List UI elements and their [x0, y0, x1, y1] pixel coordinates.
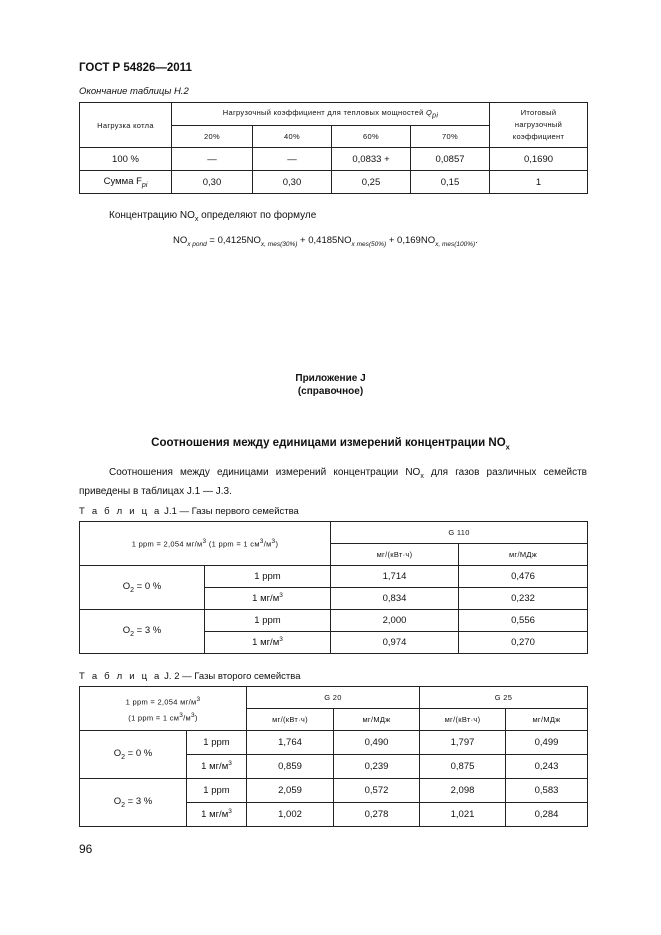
conv-line-1 [80, 693, 246, 709]
cell: 0,232 [459, 588, 588, 610]
cell: 0,30 [253, 171, 332, 194]
unit-cell: 1 ppm [205, 610, 331, 632]
unit-cell [187, 755, 247, 779]
conv1-sup: 3 [196, 696, 201, 703]
cell: 0,875 [420, 755, 506, 779]
appendix-title [0, 437, 661, 451]
nox-formula [173, 235, 478, 248]
o2-value: = 3 % [134, 625, 162, 637]
o2-text: O [113, 796, 122, 808]
table-row [80, 731, 588, 755]
table-h2 [79, 102, 588, 194]
conv-a: 1 ppm = 2,054 мг/м [131, 539, 203, 549]
conv2-sup: 3 [179, 711, 184, 719]
o2-text: O [113, 748, 122, 760]
cell: 1,797 [420, 731, 506, 755]
appendix-paragraph [79, 465, 587, 499]
cell: — [172, 148, 253, 171]
cell: — [253, 148, 332, 171]
cell: 0,239 [334, 755, 420, 779]
page-number: 96 [79, 842, 93, 856]
unit-mj: мг/МДж [334, 709, 420, 731]
table-row [80, 779, 588, 803]
unit-mj: мг/МДж [506, 709, 588, 731]
conv-sup3: 3 [271, 538, 276, 546]
o2-label [80, 566, 205, 610]
formula-intro-sub: x [194, 216, 199, 223]
o2-text: O [122, 581, 131, 593]
formula-end: . [475, 235, 478, 246]
conv2-sup2: 3 [191, 711, 195, 719]
cell: 2,098 [420, 779, 506, 803]
formula-lhs-sub: x pond [187, 240, 207, 248]
cell: 0,490 [334, 731, 420, 755]
cell: 0,583 [506, 779, 588, 803]
appendix-type: (справочное) [297, 386, 364, 397]
appendix-name: Приложение J [295, 373, 366, 384]
unit-cell: 1 ppm [187, 779, 247, 803]
formula-sub2: x mes(50%) [351, 240, 387, 248]
formula-intro-b: определяют по формуле [198, 210, 317, 221]
cell: 1,021 [420, 803, 506, 827]
gas-group-g25: G 25 [420, 687, 588, 709]
cell: 0,834 [331, 588, 459, 610]
unit-cell: 1 ppm [187, 731, 247, 755]
unit-mj: мг/МДж [459, 544, 588, 566]
conv-d: ) [275, 539, 279, 549]
conv1-a: 1 ppm = 2,054 мг/м [125, 697, 197, 707]
conv-c: /м [263, 539, 272, 549]
cell: 1,764 [247, 731, 334, 755]
header-coeff-text: Нагрузочный коэффициент для тепловых мощностей [222, 108, 424, 118]
para-sub: x [420, 473, 424, 480]
unit-sup: 3 [228, 808, 232, 816]
o2-text: O [122, 625, 131, 637]
unit-cell [187, 803, 247, 827]
cell: 0,0857 [411, 148, 490, 171]
cell: 0,278 [334, 803, 420, 827]
para-a: Соотношения между единицами измерений концентрации NO [109, 467, 421, 478]
caption-rest: J. 2 — Газы второго семейства [161, 671, 301, 682]
unit-sup: 3 [228, 760, 232, 768]
formula-sub1: x, mes(30%) [260, 240, 298, 248]
cell: 0,30 [172, 171, 253, 194]
formula-term1: = 0,4125NO [206, 235, 261, 246]
cell: 2,000 [331, 610, 459, 632]
o2-value: = 0 % [134, 581, 162, 593]
table-row [80, 171, 588, 194]
cell: 0,974 [331, 632, 459, 654]
conversion-header [80, 687, 247, 731]
header-coeff-sub: pi [432, 112, 439, 120]
unit-text: 1 мг/м [201, 809, 229, 821]
cell: 0,1690 [490, 148, 588, 171]
unit-kwh: мг/(кВт·ч) [331, 544, 459, 566]
cell: 0,859 [247, 755, 334, 779]
o2-sub: 2 [130, 586, 135, 594]
conv2-b: /м [183, 713, 191, 722]
appendix-heading [0, 372, 661, 398]
cell: 0,15 [411, 171, 490, 194]
cell: 0,243 [506, 755, 588, 779]
conversion-header [80, 522, 331, 566]
pct-20: 20% [172, 126, 253, 148]
o2-value: = 0 % [125, 748, 153, 760]
cell: 0,284 [506, 803, 588, 827]
header-coeff-symbol: Q [426, 108, 433, 118]
unit-kwh: мг/(кВт·ч) [247, 709, 334, 731]
appendix-title-text: Соотношения между единицами измерений концентрации NO [151, 437, 506, 449]
pct-70: 70% [411, 126, 490, 148]
unit-cell: 1 ppm [205, 566, 331, 588]
unit-sup: 3 [279, 636, 283, 644]
conv-sup: 3 [202, 538, 207, 546]
row-label-sub: pi [141, 181, 148, 189]
row-label [80, 171, 172, 194]
table-j2 [79, 686, 588, 827]
gas-group-g20: G 20 [247, 687, 420, 709]
o2-label [80, 779, 187, 827]
caption-spaced: Т а б л и ц а [79, 671, 162, 682]
conv-b: (1 ppm = 1 см [206, 539, 260, 549]
formula-term2: + 0,4185NO [297, 235, 352, 246]
formula-lhs: NO [173, 235, 188, 246]
conv-sup2: 3 [259, 538, 264, 546]
cell: 2,059 [247, 779, 334, 803]
unit-cell [205, 588, 331, 610]
cell: 1 [490, 171, 588, 194]
standard-header: ГОСТ Р 54826—2011 [79, 62, 192, 74]
unit-sup: 3 [279, 592, 283, 600]
unit-text: 1 мг/м [252, 637, 280, 649]
caption-spaced: Т а б л и ц а [79, 506, 162, 517]
o2-value: = 3 % [125, 796, 153, 808]
conv2-c: ) [194, 713, 198, 722]
unit-text: 1 мг/м [201, 761, 229, 773]
header-coeff [172, 103, 490, 126]
caption-rest: J.1 — Газы первого семейства [161, 506, 299, 517]
header-total: Итоговый нагрузочный коэффициент [490, 103, 588, 148]
table-row [80, 148, 588, 171]
cell: 0,270 [459, 632, 588, 654]
formula-sub3: x, mes(100%) [435, 240, 476, 248]
gas-group-g110: G 110 [331, 522, 588, 544]
pct-60: 60% [332, 126, 411, 148]
o2-sub: 2 [121, 801, 126, 809]
formula-intro-a: Концентрацию NO [109, 210, 195, 221]
appendix-title-sub: x [505, 442, 510, 452]
table-j2-caption [79, 671, 300, 682]
cell: 1,714 [331, 566, 459, 588]
row-label-text: Сумма F [103, 175, 142, 187]
cell: 0,476 [459, 566, 588, 588]
header-load: Нагрузка котла [80, 103, 172, 148]
cell: 0,572 [334, 779, 420, 803]
pct-40: 40% [253, 126, 332, 148]
table-row [80, 610, 588, 632]
table-continuation-caption: Окончание таблицы Н.2 [79, 86, 189, 97]
cell: 0,499 [506, 731, 588, 755]
cell: 1,002 [247, 803, 334, 827]
formula-intro [109, 210, 316, 223]
table-j1-caption [79, 506, 299, 517]
formula-term3: + 0,169NO [386, 235, 436, 246]
table-j1 [79, 521, 588, 654]
conv-line-2 [80, 709, 246, 725]
row-label: 100 % [80, 148, 172, 171]
cell: 0,0833 + [332, 148, 411, 171]
unit-cell [205, 632, 331, 654]
o2-sub: 2 [130, 630, 135, 638]
o2-sub: 2 [121, 753, 126, 761]
unit-text: 1 мг/м [252, 593, 280, 605]
table-row [80, 566, 588, 588]
conv2-a: (1 ppm = 1 см [128, 713, 180, 722]
o2-label [80, 610, 205, 654]
para-b: для газов различных семейств приведены в таблицах J.1 — J.3. [79, 467, 587, 497]
unit-kwh: мг/(кВт·ч) [420, 709, 506, 731]
cell: 0,25 [332, 171, 411, 194]
o2-label [80, 731, 187, 779]
cell: 0,556 [459, 610, 588, 632]
